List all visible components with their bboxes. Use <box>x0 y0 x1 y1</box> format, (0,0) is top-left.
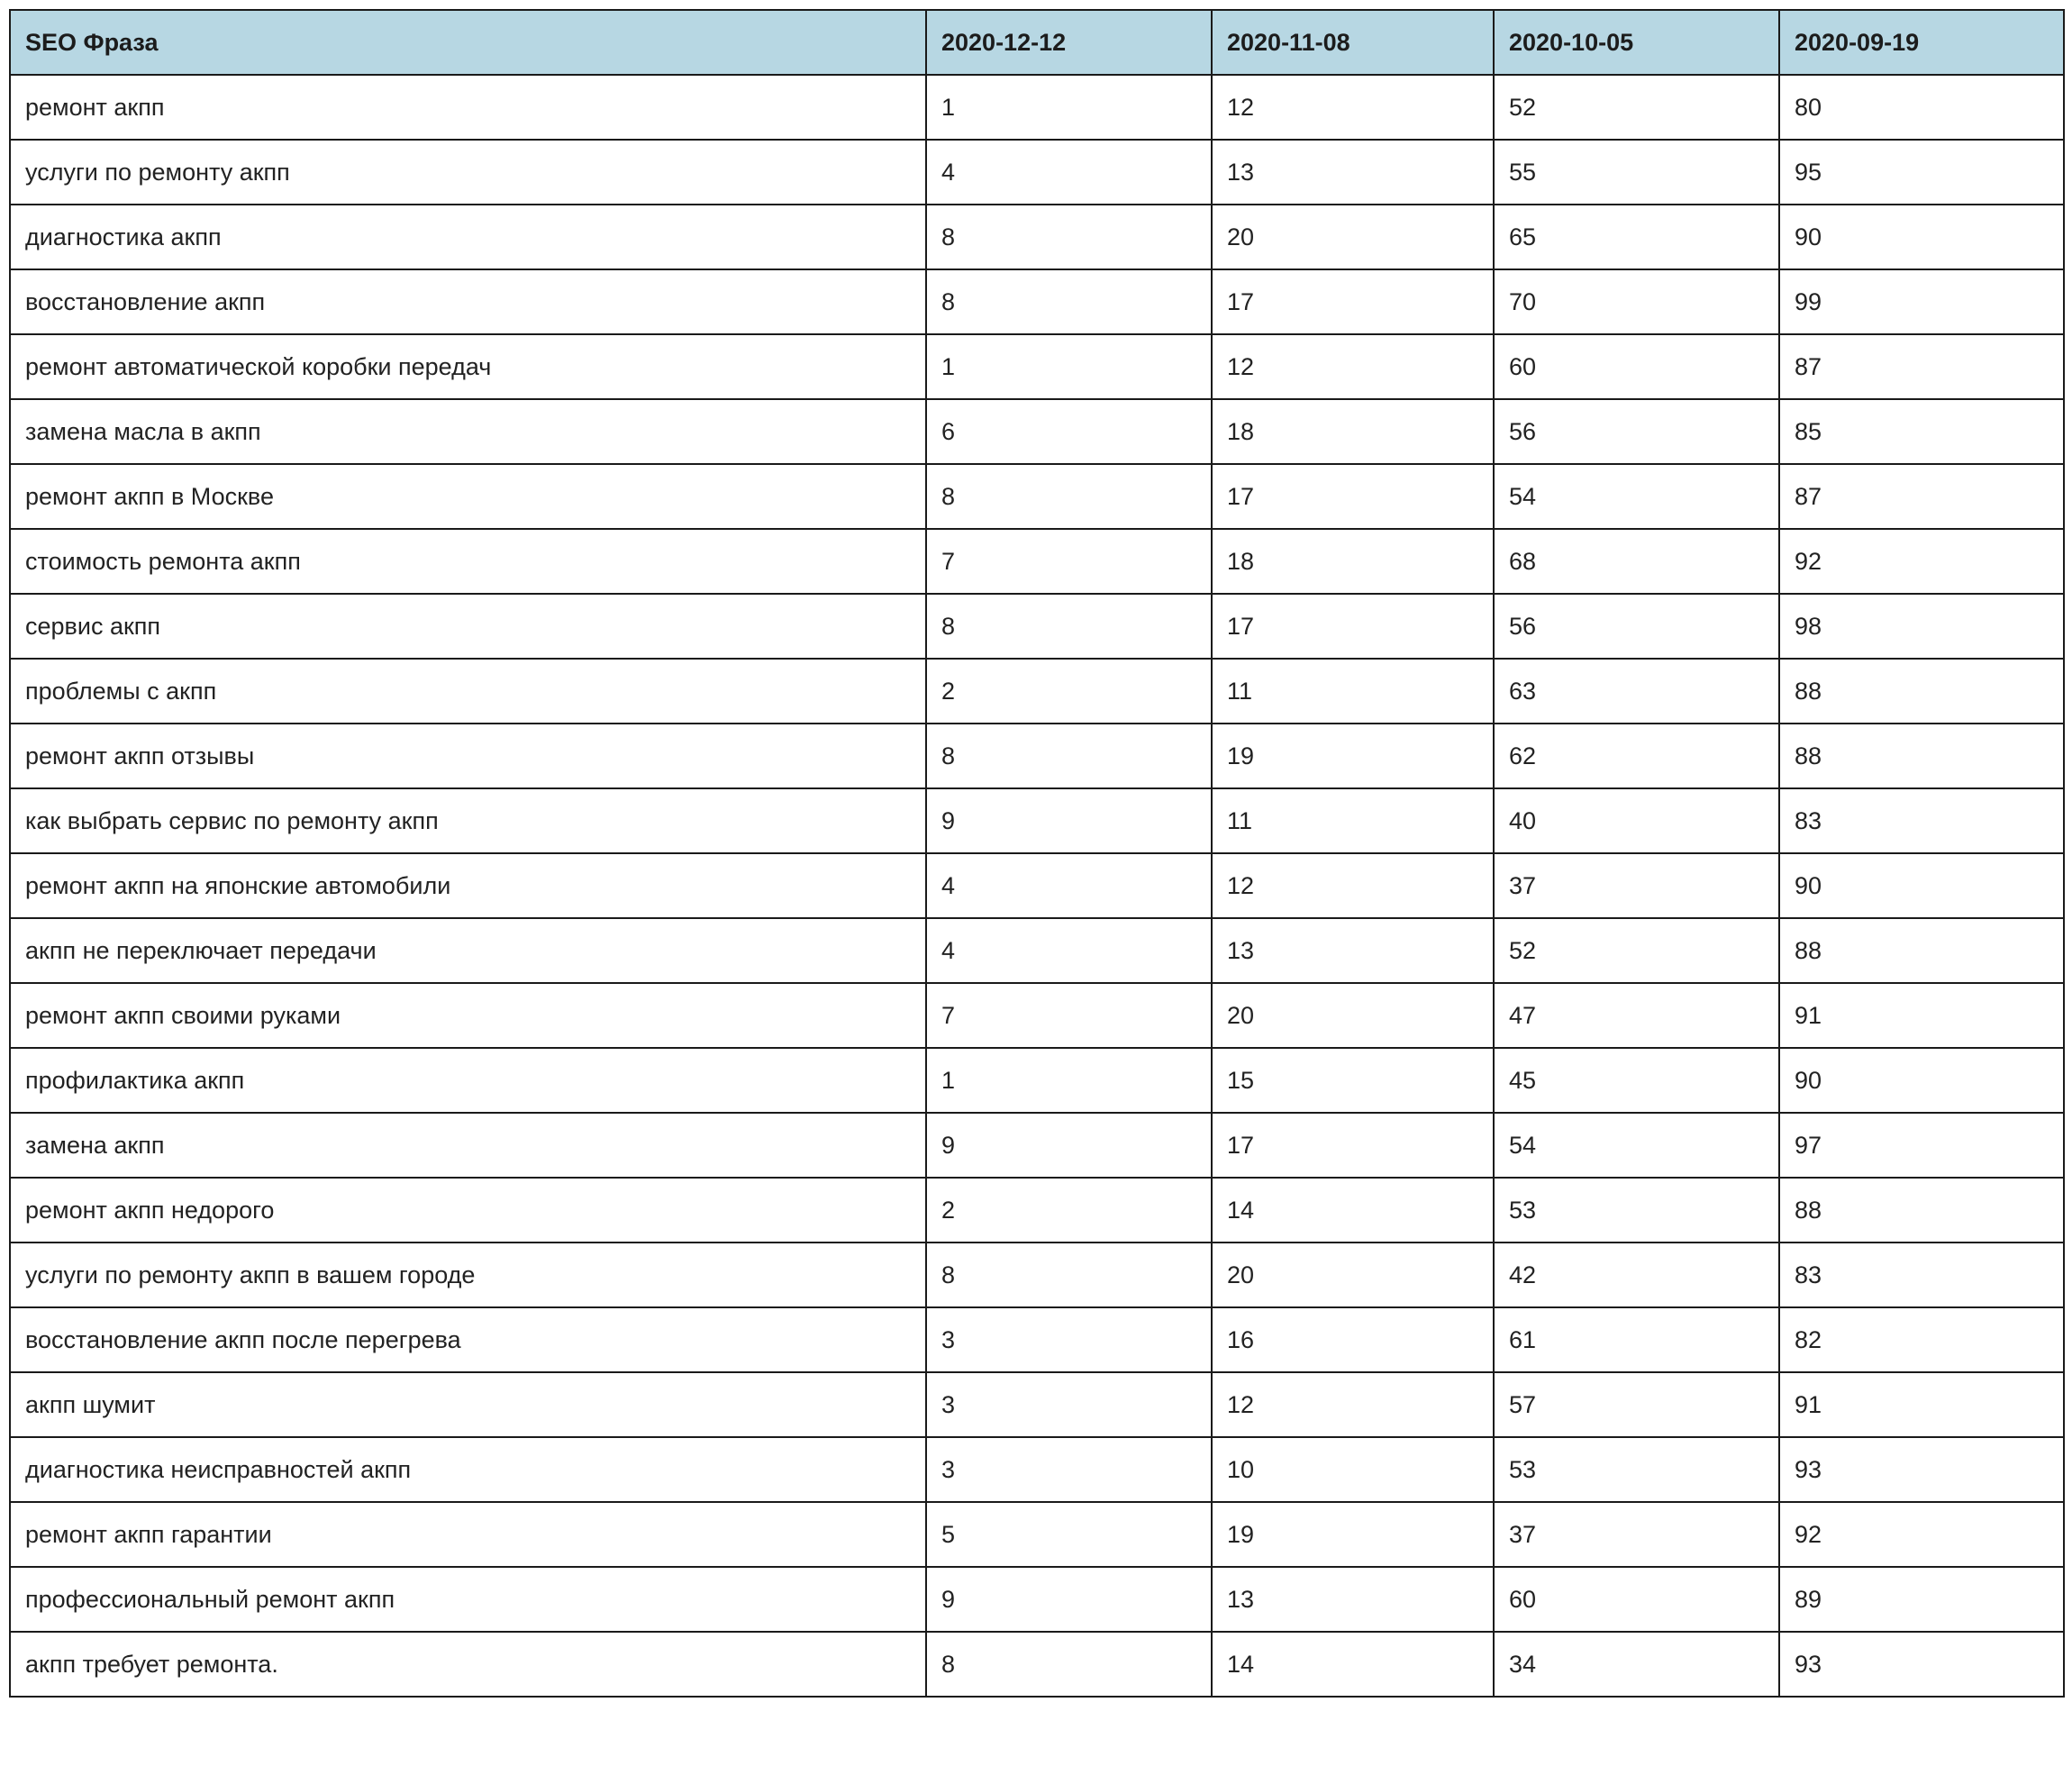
rank-cell: 47 <box>1494 983 1779 1048</box>
rank-cell: 88 <box>1779 918 2064 983</box>
table-header-row <box>10 10 2064 75</box>
rank-cell: 93 <box>1779 1632 2064 1697</box>
rank-cell: 8 <box>926 1243 1212 1307</box>
rank-cell: 91 <box>1779 983 2064 1048</box>
rank-cell: 55 <box>1494 140 1779 205</box>
rank-cell: 87 <box>1779 334 2064 399</box>
column-header-date: 2020-11-08 <box>1212 10 1494 75</box>
phrase-cell: сервис акпп <box>10 594 926 659</box>
phrase-cell: услуги по ремонту акпп в вашем городе <box>10 1243 926 1307</box>
phrase-cell: ремонт акпп недорого <box>10 1178 926 1243</box>
rank-cell: 54 <box>1494 464 1779 529</box>
rank-cell: 18 <box>1212 529 1494 594</box>
table-row <box>10 918 2064 983</box>
rank-cell: 17 <box>1212 594 1494 659</box>
table-row <box>10 1307 2064 1372</box>
rank-cell: 63 <box>1494 659 1779 724</box>
column-header-phrase: SEO Фраза <box>10 10 926 75</box>
rank-cell: 45 <box>1494 1048 1779 1113</box>
rank-cell: 42 <box>1494 1243 1779 1307</box>
rank-cell: 7 <box>926 983 1212 1048</box>
phrase-cell: ремонт акпп в Москве <box>10 464 926 529</box>
rank-cell: 8 <box>926 205 1212 269</box>
phrase-cell: ремонт автоматической коробки передач <box>10 334 926 399</box>
rank-cell: 92 <box>1779 1502 2064 1567</box>
rank-cell: 8 <box>926 594 1212 659</box>
rank-cell: 8 <box>926 464 1212 529</box>
table-row <box>10 1372 2064 1437</box>
rank-cell: 61 <box>1494 1307 1779 1372</box>
rank-cell: 3 <box>926 1437 1212 1502</box>
rank-cell: 90 <box>1779 1048 2064 1113</box>
rank-cell: 70 <box>1494 269 1779 334</box>
phrase-cell: ремонт акпп своими руками <box>10 983 926 1048</box>
rank-cell: 95 <box>1779 140 2064 205</box>
rank-cell: 4 <box>926 918 1212 983</box>
phrase-cell: профессиональный ремонт акпп <box>10 1567 926 1632</box>
phrase-cell: диагностика неисправностей акпп <box>10 1437 926 1502</box>
table-row <box>10 269 2064 334</box>
rank-cell: 93 <box>1779 1437 2064 1502</box>
rank-cell: 2 <box>926 1178 1212 1243</box>
rank-cell: 19 <box>1212 1502 1494 1567</box>
rank-cell: 34 <box>1494 1632 1779 1697</box>
rank-cell: 37 <box>1494 853 1779 918</box>
rank-cell: 8 <box>926 724 1212 788</box>
rank-cell: 89 <box>1779 1567 2064 1632</box>
phrase-cell: как выбрать сервис по ремонту акпп <box>10 788 926 853</box>
rank-cell: 8 <box>926 269 1212 334</box>
seo-ranking-table <box>9 9 2065 1698</box>
rank-cell: 88 <box>1779 659 2064 724</box>
rank-cell: 3 <box>926 1307 1212 1372</box>
rank-cell: 83 <box>1779 1243 2064 1307</box>
rank-cell: 5 <box>926 1502 1212 1567</box>
rank-cell: 14 <box>1212 1178 1494 1243</box>
rank-cell: 1 <box>926 1048 1212 1113</box>
rank-cell: 53 <box>1494 1178 1779 1243</box>
rank-cell: 12 <box>1212 1372 1494 1437</box>
rank-cell: 12 <box>1212 334 1494 399</box>
table-row <box>10 75 2064 140</box>
rank-cell: 1 <box>926 334 1212 399</box>
phrase-cell: восстановление акпп <box>10 269 926 334</box>
table-row <box>10 1048 2064 1113</box>
rank-cell: 9 <box>926 788 1212 853</box>
table-row <box>10 594 2064 659</box>
rank-cell: 87 <box>1779 464 2064 529</box>
rank-cell: 37 <box>1494 1502 1779 1567</box>
phrase-cell: акпп не переключает передачи <box>10 918 926 983</box>
phrase-cell: проблемы с акпп <box>10 659 926 724</box>
rank-cell: 16 <box>1212 1307 1494 1372</box>
rank-cell: 90 <box>1779 205 2064 269</box>
table-row <box>10 853 2064 918</box>
table-row <box>10 1113 2064 1178</box>
rank-cell: 12 <box>1212 853 1494 918</box>
rank-cell: 82 <box>1779 1307 2064 1372</box>
table-body <box>10 75 2064 1697</box>
column-header-date: 2020-09-19 <box>1779 10 2064 75</box>
rank-cell: 18 <box>1212 399 1494 464</box>
phrase-cell: ремонт акпп на японские автомобили <box>10 853 926 918</box>
rank-cell: 62 <box>1494 724 1779 788</box>
rank-cell: 13 <box>1212 918 1494 983</box>
rank-cell: 12 <box>1212 75 1494 140</box>
table-row <box>10 724 2064 788</box>
rank-cell: 2 <box>926 659 1212 724</box>
phrase-cell: стоимость ремонта акпп <box>10 529 926 594</box>
phrase-cell: ремонт акпп гарантии <box>10 1502 926 1567</box>
rank-cell: 60 <box>1494 1567 1779 1632</box>
table-row <box>10 529 2064 594</box>
table-row <box>10 1632 2064 1697</box>
rank-cell: 20 <box>1212 983 1494 1048</box>
rank-cell: 8 <box>926 1632 1212 1697</box>
rank-cell: 9 <box>926 1113 1212 1178</box>
rank-cell: 4 <box>926 853 1212 918</box>
rank-cell: 83 <box>1779 788 2064 853</box>
rank-cell: 91 <box>1779 1372 2064 1437</box>
rank-cell: 88 <box>1779 724 2064 788</box>
rank-cell: 17 <box>1212 464 1494 529</box>
table-row <box>10 1502 2064 1567</box>
rank-cell: 57 <box>1494 1372 1779 1437</box>
table-row <box>10 659 2064 724</box>
rank-cell: 68 <box>1494 529 1779 594</box>
rank-cell: 9 <box>926 1567 1212 1632</box>
rank-cell: 92 <box>1779 529 2064 594</box>
table-row <box>10 205 2064 269</box>
rank-cell: 1 <box>926 75 1212 140</box>
table-row <box>10 399 2064 464</box>
rank-cell: 4 <box>926 140 1212 205</box>
rank-cell: 40 <box>1494 788 1779 853</box>
rank-cell: 14 <box>1212 1632 1494 1697</box>
rank-cell: 90 <box>1779 853 2064 918</box>
phrase-cell: диагностика акпп <box>10 205 926 269</box>
rank-cell: 17 <box>1212 1113 1494 1178</box>
rank-cell: 53 <box>1494 1437 1779 1502</box>
table-row <box>10 1178 2064 1243</box>
rank-cell: 3 <box>926 1372 1212 1437</box>
phrase-cell: акпп шумит <box>10 1372 926 1437</box>
rank-cell: 52 <box>1494 75 1779 140</box>
rank-cell: 56 <box>1494 594 1779 659</box>
rank-cell: 20 <box>1212 205 1494 269</box>
table-row <box>10 1243 2064 1307</box>
table-row <box>10 788 2064 853</box>
rank-cell: 19 <box>1212 724 1494 788</box>
table-row <box>10 464 2064 529</box>
phrase-cell: акпп требует ремонта. <box>10 1632 926 1697</box>
column-header-date: 2020-10-05 <box>1494 10 1779 75</box>
rank-cell: 20 <box>1212 1243 1494 1307</box>
rank-cell: 15 <box>1212 1048 1494 1113</box>
rank-cell: 52 <box>1494 918 1779 983</box>
phrase-cell: ремонт акпп <box>10 75 926 140</box>
rank-cell: 80 <box>1779 75 2064 140</box>
rank-cell: 11 <box>1212 788 1494 853</box>
rank-cell: 54 <box>1494 1113 1779 1178</box>
table-row <box>10 334 2064 399</box>
rank-cell: 60 <box>1494 334 1779 399</box>
column-header-date: 2020-12-12 <box>926 10 1212 75</box>
phrase-cell: замена масла в акпп <box>10 399 926 464</box>
rank-cell: 85 <box>1779 399 2064 464</box>
phrase-cell: восстановление акпп после перегрева <box>10 1307 926 1372</box>
rank-cell: 7 <box>926 529 1212 594</box>
table-row <box>10 1567 2064 1632</box>
rank-cell: 88 <box>1779 1178 2064 1243</box>
rank-cell: 56 <box>1494 399 1779 464</box>
phrase-cell: профилактика акпп <box>10 1048 926 1113</box>
phrase-cell: услуги по ремонту акпп <box>10 140 926 205</box>
rank-cell: 11 <box>1212 659 1494 724</box>
table-row <box>10 140 2064 205</box>
rank-cell: 13 <box>1212 1567 1494 1632</box>
table-row <box>10 983 2064 1048</box>
phrase-cell: ремонт акпп отзывы <box>10 724 926 788</box>
rank-cell: 98 <box>1779 594 2064 659</box>
table-row <box>10 1437 2064 1502</box>
rank-cell: 6 <box>926 399 1212 464</box>
rank-cell: 99 <box>1779 269 2064 334</box>
rank-cell: 65 <box>1494 205 1779 269</box>
rank-cell: 97 <box>1779 1113 2064 1178</box>
phrase-cell: замена акпп <box>10 1113 926 1178</box>
rank-cell: 17 <box>1212 269 1494 334</box>
seo-ranking-table-container <box>9 9 2063 1698</box>
rank-cell: 10 <box>1212 1437 1494 1502</box>
rank-cell: 13 <box>1212 140 1494 205</box>
